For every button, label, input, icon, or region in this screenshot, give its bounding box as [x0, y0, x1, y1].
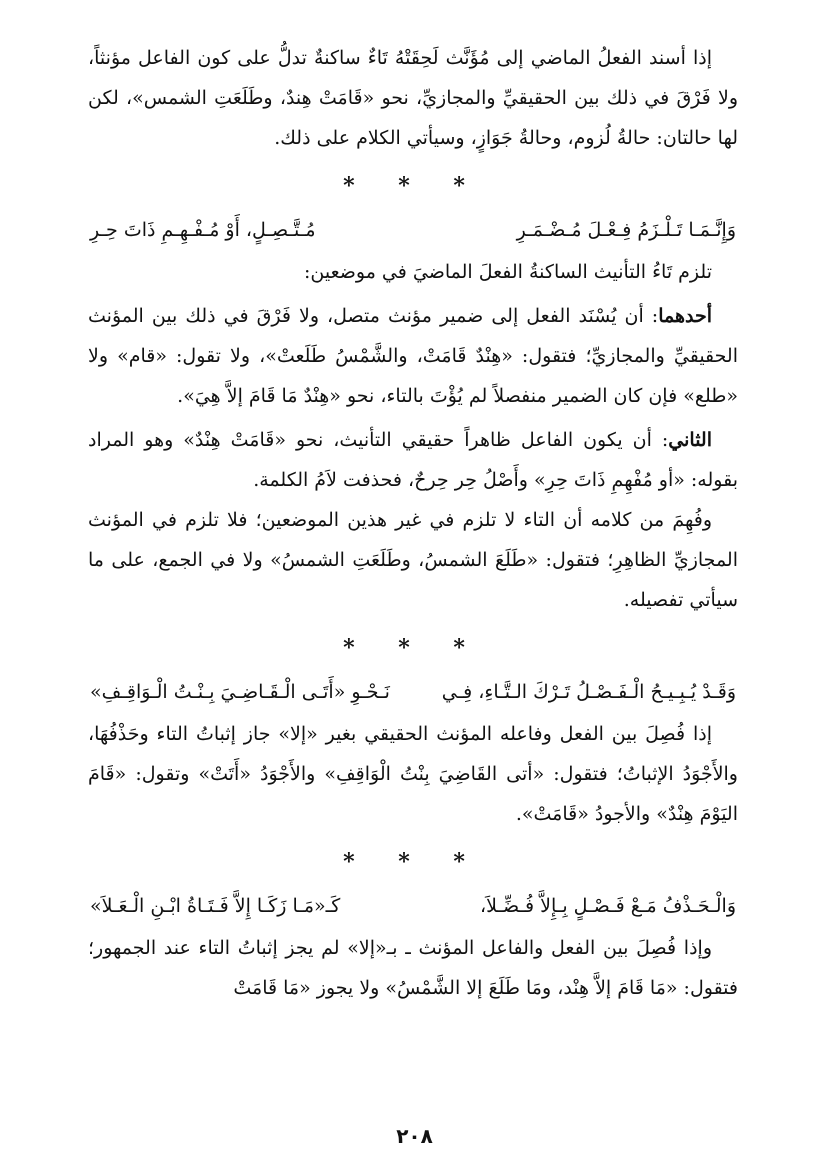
page-number: ٢٠٨	[396, 1124, 433, 1148]
verse-1	[88, 208, 738, 252]
second-point-label: الثاني	[668, 429, 712, 451]
verse-3	[88, 884, 738, 928]
verse-1-second-hemistich: مُـتَّـصِـلٍ، أَوْ مُـفْـهِـمِ ذَاتَ حِـرِ	[90, 219, 316, 241]
section-divider-1: * * *	[343, 173, 483, 199]
verse-2	[88, 670, 738, 714]
verse-2-second-hemistich: نَـحْـوِ «أَتَـى الْـقَـاضِـيَ بِـنْـتُ الْـوَاقِـفِ»	[90, 681, 390, 703]
verse-3-first-hemistich: وَالْـحَـذْفُ مَـعْ فَـصْـلٍ بِـإِلاَّ فُـضِّـلاَ،	[479, 895, 736, 917]
verse-2-first-hemistich: وَقَـدْ يُـبِـيـحُ الْـفَـصْـلُ تَـرْكَ الـتَّـاءِ، فِـي	[441, 681, 736, 703]
second-point-text: : أن يكون الفاعل ظاهراً حقيقي التأنيث، نحو «قَامَتْ هِنْدٌ» وهو المراد بقوله: «أو مُفْهِمِ ذَاتَ حِرِ» وأَصْلُ حِر حِرحٌ، فحذفت لاَمُ الكلمة.	[88, 429, 738, 491]
section-2-text: إذا فُصِلَ بين الفعل وفاعله المؤنث الحقيقي بغير «إلا» جاز إثباتُ التاء وحَذْفُهَا، والأَجْوَدُ الإثباتُ؛ فتقول: «أتى القَاضِيَ بِنْتُ الْوَاقِفِ» والأَجْوَدُ «أَتَتْ» وتقول: «قَامَ اليَوْمَ هِنْدٌ» والأجودُ «قَامَتْ».	[88, 723, 738, 825]
section-1-intro: تلزم تَاءُ التأنيث الساكنةُ الفعلَ الماضيَ في موضعين:	[303, 261, 712, 283]
first-point-label: أحدهما	[658, 305, 712, 327]
section-1-second-point	[88, 420, 738, 500]
section-divider-3: * * *	[343, 849, 483, 875]
section-1-first-point	[88, 296, 738, 416]
top-paragraph: إذا أسند الفعلُ الماضي إلى مُؤَنَّث لَحِقَتْهُ تَاءٌ ساكنةٌ تدلُّ على كون الفاعل مؤنثاً، ولا فَرْقَ في ذلك بين الحقيقيِّ والمجازيِّ، نحو «قَامَتْ هِندٌ، وطَلَعَتِ الشمس»، لكن لها حالتان: حالةُ لُزوم، وحالةُ جَوَازٍ، وسيأتي الكلام على ذلك.	[88, 47, 738, 149]
section-1-third-point: وفُهِمَ من كلامه أن التاء لا تلزم في غير هذين الموضعين؛ فلا تلزم في المؤنث المجازيِّ الظاهِرِ؛ فتقول: «طَلَعَ الشمسُ، وطَلَعَتِ الشمسُ» ولا في الجمع، على ما سيأتي تفصيله.	[88, 509, 738, 611]
verse-3-second-hemistich: كَـ«مَـا زَكَـا إِلاَّ فَـتَـاةُ ابْـنِ الْـعَـلاَ»	[90, 895, 341, 917]
section-divider-2: * * *	[343, 635, 483, 661]
verse-1-first-hemistich: وَإِنَّـمَـا تَـلْـزَمُ فِـعْـلَ مُـضْـمَـرِ	[516, 219, 736, 241]
page-body	[88, 38, 738, 1008]
section-3-text: وإذا فُصِلَ بين الفعل والفاعل المؤنث ـ بـ«إلا» لم يجز إثباتُ التاء عند الجمهور؛ فتقول: «مَا قَامَ إلاَّ هِنْد، ومَا طَلَعَ إلا الشَّمْسُ» ولا يجوز «مَا قَامَتْ	[88, 937, 738, 999]
first-point-text: : أن يُسْنَد الفعل إلى ضمير مؤنث متصل، ولا فَرْقَ في ذلك بين المؤنث الحقيقيِّ والمجازيِّ؛ فتقول: «هِنْدٌ قَامَتْ، والشَّمْسُ طَلَعتْ»، ولا تقول: «قام» ولا «طلع» فإن كان الضمير منفصلاً لم يُؤْتَ بالتاء، نحو «هِنْدٌ مَا قَامَ إلاَّ هِيَ».	[88, 305, 738, 407]
